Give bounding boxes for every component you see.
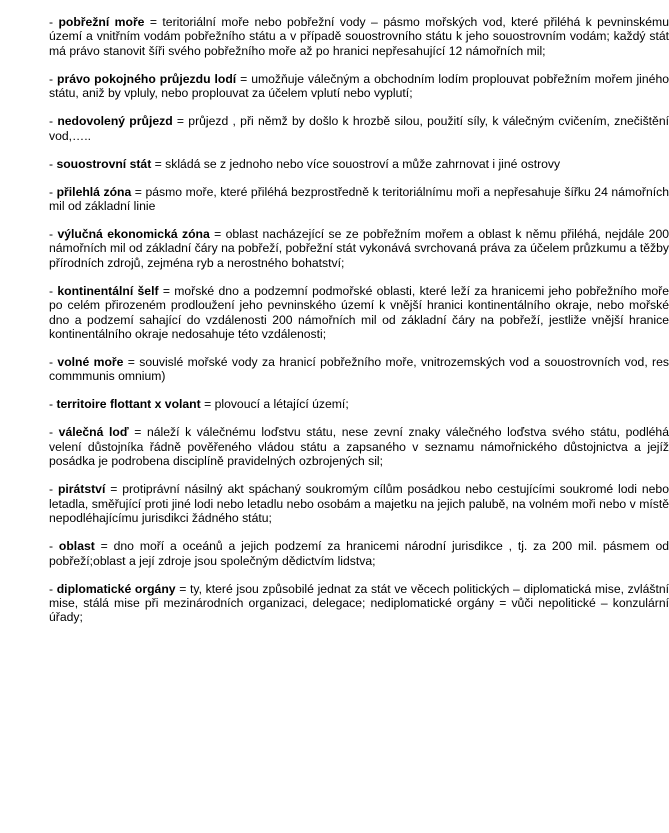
entry-nedovoleny-pruzjezd: - nedovolený průjezd = průjezd , při němž by došlo k hrozbě silou, použití síly, k válečným cvičením, znečištění vod,….. bbox=[49, 114, 669, 143]
entry-prilehla-zona: - přilehlá zóna = pásmo moře, které přiléhá bezprostředně k teritoriálnímu moři a nepřesahuje šířku 24 námořních mil od základní linie bbox=[49, 184, 669, 214]
entry-term: válečná loď bbox=[58, 425, 129, 440]
entry-valecna-lod: - válečná loď = náleží k válečnému loďstvu státu, nese zevní znaky válečného loďstva svého státu, podléhá velení důstojníka řádně pověřeného vládou státu a zapsaného v seznamu námořnického důstojnictva a jejíž posádka je podrobena disciplíně pravidelných ozbrojených sil; bbox=[49, 425, 669, 469]
entry-term: territoire flottant x volant bbox=[56, 397, 201, 412]
entry-definition: = protiprávní násilný akt spáchaný soukromým cílům posádkou nebo cestujícími soukromé lodi nebo letadla, směřující proti jiné lodi nebo letadlu nebo osobám a majetku na jejich palubě, na volném moři nebo v místě nepodléhajícímu jurisdikci žádného státu; bbox=[49, 482, 669, 526]
entry-definition: = pásmo moře, které přiléhá bezprostředně k teritoriálnímu moři a nepřesahuje šířku 24 námořních mil od základní linie bbox=[49, 184, 669, 214]
entry-term: pobřežní moře bbox=[58, 15, 145, 29]
entry-pobrezni-more: - pobřežní moře = teritoriální moře nebo pobřežní vody – pásmo mořských vod, které přiléhá k pevninskému území a vnitřním vodám pobřežního státu a v případě souostrovního státu k jeho souostrovním vodám; každý stát má právo stanovit šíři svého pobřežního moře až po hranici nepřesahující 12 námořních mil; bbox=[49, 15, 669, 58]
entry-vylucna-ekonomicka-zona: - výlučná ekonomická zóna = oblast nacházející se ze pobřežním mořem a oblast k němu přiléhá, nejdále 200 námořních mil od základní čáry na pobřeží, pobřežní stát vykonává svrchovaná práva za účelem průzkumu a těžby přírodních zdrojů, zejména ryb a nerostného bohatství; bbox=[49, 227, 669, 270]
entry-territoire-flottant: - territoire flottant x volant = plovoucí a létající území; bbox=[49, 397, 349, 412]
entry-term: přilehlá zóna bbox=[56, 184, 132, 199]
entry-piratstvi: - pirátství = protiprávní násilný akt spáchaný soukromým cílům posádkou nebo cestujícími soukromé lodi nebo letadla, směřující proti jiné lodi nebo letadlu nebo osobám a majetku na jejich palubě, na volném moři nebo v místě nepodléhajícímu jurisdikci žádného státu; bbox=[49, 482, 669, 526]
entry-term: právo pokojného průjezdu lodí bbox=[57, 71, 237, 86]
entry-definition: = umožňuje válečným a obchodním lodím proplouvat pobřežním mořem jiného státu, aniž by vpluly, nebo proplouvat za účelem vplutí nebo vyplutí; bbox=[49, 71, 669, 101]
entry-term: souostrovní stát bbox=[56, 156, 152, 171]
entry-diplomaticke-organy: - diplomatické orgány = ty, které jsou způsobilé jednat za stát ve věcech politických – diplomatická mise, zvláštní mise, stálá mise při mezinárodních organizaci, delegace; nediplomatické orgány = vůči nepolitické – konzulární úřady; bbox=[49, 581, 669, 625]
entry-definition: = ty, které jsou způsobilé jednat za stát ve věcech politických – diplomatická mise, zvláštní mise, stálá mise při mezinárodních organizaci, delegace; nediplomatické orgány = vůči nepolitické – konzulární úřady; bbox=[49, 581, 669, 625]
entry-term: kontinentální šelf bbox=[57, 283, 159, 298]
entry-term: výlučná ekonomická zóna bbox=[57, 227, 210, 242]
entry-definition: = náleží k válečnému loďstvu státu, nese zevní znaky válečného loďstva svého státu, podléhá velení důstojníka řádně pověřeného vládou státu a zapsaného v seznamu námořnického důstojnictva a jejíž posádka je podrobena disciplíně pravidelných ozbrojených sil; bbox=[49, 425, 669, 469]
entry-definition: = oblast nacházející se ze pobřežním mořem a oblast k němu přiléhá, nejdále 200 námořních mil od základní čáry na pobřeží, pobřežní stát vykonává svrchovaná práva za účelem průzkumu a těžby přírodních zdrojů, zejména ryb a nerostného bohatství; bbox=[49, 227, 669, 270]
entry-oblast: - oblast = dno moří a oceánů a jejich podzemí za hranicemi národní jurisdikce , tj. za 200 mil. pásmem od pobřeží;oblast a její zdroje jsou společným dědictvím lidstva; bbox=[49, 539, 669, 568]
entry-definition: = souvislé mořské vody za hranicí pobřežního moře, vnitrozemských vod a souostrovních vod, res commmunis omnium) bbox=[49, 355, 669, 384]
entry-kontinentalni-self: - kontinentální šelf = mořské dno a podzemní podmořské oblasti, které leží za hranicemi jeho pobřežního moře po celém přirozeném prodloužení jeho pevninského území k vnější hranici kontinentálního okraje, nebo mořské dno a podzemí sahající do vzdálenosti 200 námořních mil od základní čáry na pobřeží, jestliže vnější hranice kontinentálního okraje nedosahuje této vzdálenosti; bbox=[49, 283, 669, 342]
entry-definition: = plovoucí a létající území; bbox=[200, 397, 349, 412]
entry-term: oblast bbox=[58, 539, 95, 554]
glossary-text bbox=[49, 15, 669, 638]
entry-definition: = mořské dno a podzemní podmořské oblasti, které leží za hranicemi jeho pobřežního moře po celém přirozeném prodloužení jeho pevninského území k vnější hranici kontinentálního okraje, nebo mořské dno a podzemí sahající do vzdálenosti 200 námořních mil od základní čáry na pobřeží, jestliže vnější hranice kontinentálního okraje nedosahuje této vzdálenosti; bbox=[49, 283, 669, 342]
entry-volne-more: - volné moře = souvislé mořské vody za hranicí pobřežního moře, vnitrozemských vod a souostrovních vod, res commmunis omnium) bbox=[49, 355, 669, 384]
entry-definition: = dno moří a oceánů a jejich podzemí za hranicemi národní jurisdikce , tj. za 200 mil. pásmem od pobřeží;oblast a její zdroje jsou společným dědictvím lidstva; bbox=[49, 539, 669, 568]
entry-definition: = průjezd , při němž by došlo k hrozbě silou, použití síly, k válečným cvičením, znečištění vod,….. bbox=[49, 114, 669, 143]
entry-pravo-pokojneho-pruzjezdu: - právo pokojného průjezdu lodí = umožňuje válečným a obchodním lodím proplouvat pobřežním mořem jiného státu, aniž by vpluly, nebo proplouvat za účelem vplutí nebo vyplutí; bbox=[49, 71, 669, 101]
entry-term: diplomatické orgány bbox=[56, 581, 176, 596]
entry-definition: = teritoriální moře nebo pobřežní vody – pásmo mořských vod, které přiléhá k pevninskému území a vnitřním vodám pobřežního státu a v případě souostrovního státu k jeho souostrovním vodám; každý stát má právo stanovit šíři svého pobřežního moře až po hranici nepřesahující 12 námořních mil; bbox=[49, 15, 669, 58]
entry-souostrovni-stat: - souostrovní stát = skládá se z jednoho nebo více souostroví a může zahrnovat i jiné ostrovy bbox=[49, 156, 561, 171]
entry-term: pirátství bbox=[57, 482, 106, 497]
entry-term: nedovolený průjezd bbox=[57, 114, 173, 129]
entry-term: volné moře bbox=[57, 355, 124, 370]
entry-definition: = skládá se z jednoho nebo více souostroví a může zahrnovat i jiné ostrovy bbox=[151, 156, 561, 171]
